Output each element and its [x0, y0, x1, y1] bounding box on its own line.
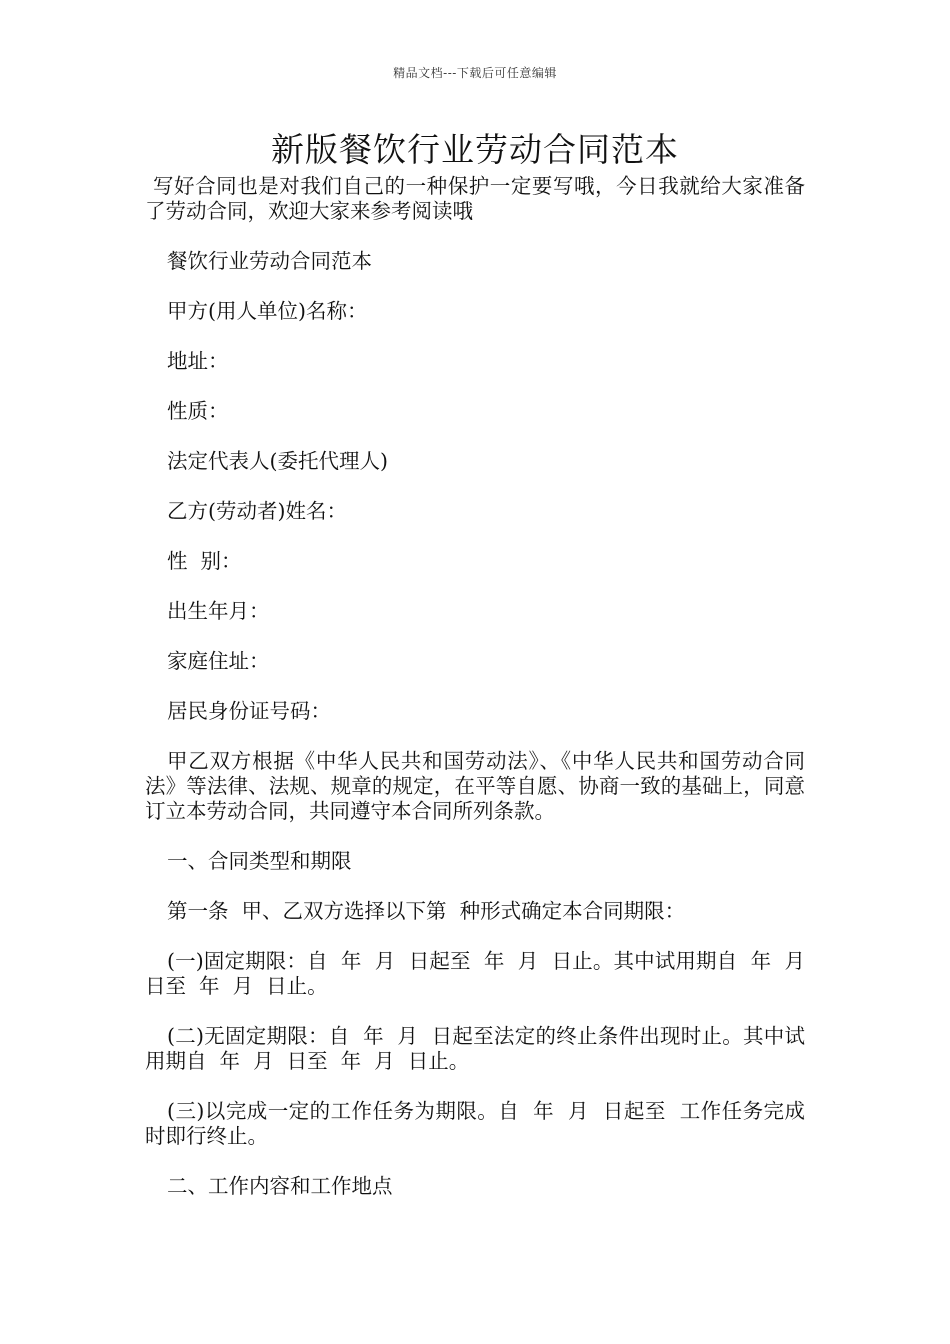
preamble-paragraph: 甲乙双方根据《中华人民共和国劳动法》、《中华人民共和国劳动合同法》等法律、法规、规章的规定，在平等自愿、协商一致的基础上，同意订立本劳动合同，共同遵守本合同所列条款。	[145, 749, 805, 823]
nature-field: 性质：	[167, 399, 229, 423]
gender-field: 性 别：	[167, 549, 242, 573]
document-body	[145, 174, 819, 1199]
party-b-name-field: 乙方(劳动者)姓名：	[167, 499, 347, 523]
intro-paragraph: 写好合同也是对我们自己的一种保护一定要写哦，今日我就给大家准备了劳动合同，欢迎大家来参考阅读哦	[145, 174, 805, 223]
contract-subtitle: 餐饮行业劳动合同范本	[167, 249, 372, 273]
legal-rep-field: 法定代表人(委托代理人)	[167, 449, 388, 473]
section-heading: 二、工作内容和工作地点	[167, 1174, 393, 1198]
document-title: 新版餐饮行业劳动合同范本	[271, 130, 679, 169]
address-field: 地址：	[167, 349, 229, 373]
article-1: 第一条 甲、乙双方选择以下第 种形式确定本合同期限：	[167, 899, 686, 923]
page-header: 精品文档---下载后可任意编辑	[393, 66, 557, 80]
section-heading: 一、合同类型和期限	[167, 849, 352, 873]
term-option-fixed: (一)固定期限：自 年 月 日起至 年 月 日止。其中试用期自 年 月 日至 年 月 日止。	[145, 949, 819, 998]
term-option-task: (三)以完成一定的工作任务为期限。自 年 月 日起至 工作任务完成时即行终止。	[145, 1099, 805, 1148]
birth-field: 出生年月：	[167, 599, 270, 623]
home-address-field: 家庭住址：	[167, 649, 270, 673]
party-a-name-field: 甲方(用人单位)名称：	[167, 299, 368, 323]
id-number-field: 居民身份证号码：	[167, 699, 331, 723]
term-option-open: (二)无固定期限：自 年 月 日起至法定的终止条件出现时止。其中试用期自 年 月 日至 年 月 日止。	[145, 1024, 805, 1073]
